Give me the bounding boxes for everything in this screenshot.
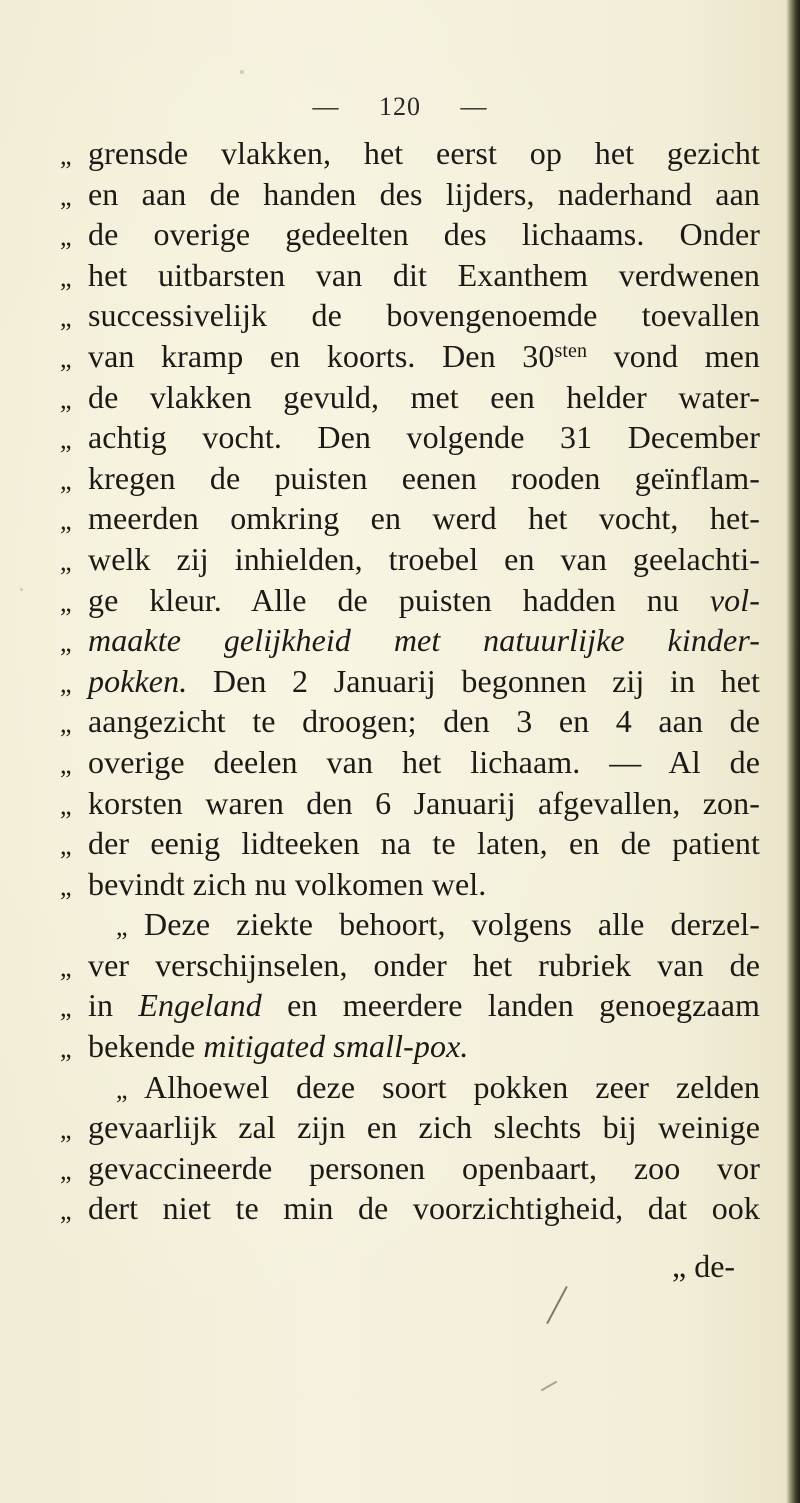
line-text: Den 2 Januarij begonnen zij in het xyxy=(187,662,760,699)
line-text: der eenig lidteeken na te laten, en de patient xyxy=(88,825,760,862)
line-text: korsten waren den 6 Januarij afgevallen, zon- xyxy=(88,784,760,821)
quote-mark: „ xyxy=(60,668,72,698)
text-line xyxy=(60,1107,760,1148)
line-text: Alhoewel deze soort pokken zeer zelden xyxy=(144,1068,760,1105)
body-text xyxy=(60,133,760,1229)
text-line xyxy=(60,417,760,458)
text-line xyxy=(60,620,760,661)
line-text: en meerdere landen genoegzaam xyxy=(261,987,760,1024)
paper-speck xyxy=(240,70,244,74)
text-line xyxy=(60,864,760,905)
quote-mark: „ xyxy=(60,465,72,495)
page-edge-shadow xyxy=(786,0,800,1503)
italic-text: Engeland xyxy=(138,987,262,1024)
quote-mark: „ xyxy=(60,181,72,211)
page-header xyxy=(0,92,800,122)
italic-text: maakte gelijkheid met natuurlijke kinder- xyxy=(88,622,760,659)
italic-text: vol- xyxy=(709,581,760,618)
text-line xyxy=(60,1026,760,1067)
quote-mark: „ xyxy=(60,749,72,779)
text-line xyxy=(60,377,760,418)
italic-text: pokken. xyxy=(88,662,188,699)
ink-mark xyxy=(541,1381,558,1392)
quote-mark: „ xyxy=(60,303,72,333)
line-text: overige deelen van het lichaam. — Al de xyxy=(88,743,760,780)
line-text: bevindt zich nu volkomen wel. xyxy=(88,865,487,902)
line-text: grensde vlakken, het eerst op het gezicht xyxy=(88,135,760,171)
text-line xyxy=(60,255,760,296)
text-line xyxy=(60,1067,760,1108)
paper-speck xyxy=(20,588,23,591)
quote-mark: „ xyxy=(60,952,72,982)
text-line xyxy=(60,985,760,1026)
line-text: vond men xyxy=(587,337,761,374)
line-text: aangezicht te droogen; den 3 en 4 aan de xyxy=(88,703,760,740)
text-line xyxy=(60,214,760,255)
text-line xyxy=(60,701,760,742)
quote-mark: „ xyxy=(60,141,72,170)
text-line xyxy=(60,539,760,580)
line-text: welk zij inhielden, troebel en van geelachti- xyxy=(88,540,760,577)
line-text: achtig vocht. Den volgende 31 December xyxy=(88,419,760,456)
line-text: ge kleur. Alle de puisten hadden nu xyxy=(88,581,710,618)
quote-mark: „ xyxy=(60,790,72,820)
line-text: successivelijk de bovengenoemde toevallen xyxy=(88,297,760,334)
quote-mark: „ xyxy=(116,912,128,942)
italic-text: mitigated small-pox. xyxy=(203,1028,469,1065)
quote-mark: „ xyxy=(60,506,72,536)
line-text: kregen de puisten eenen rooden geïnflam- xyxy=(88,459,760,496)
ordinal-superscript: sten xyxy=(554,339,588,362)
line-text: gevaarlijk zal zijn en zich slechts bij weinige xyxy=(88,1109,760,1146)
text-line xyxy=(60,945,760,986)
ink-mark xyxy=(546,1286,567,1324)
quote-mark: „ xyxy=(60,993,72,1023)
line-text: ver verschijnselen, onder het rubriek van de xyxy=(88,946,760,983)
quote-mark: „ xyxy=(60,1155,72,1185)
quote-mark: „ xyxy=(60,1115,72,1145)
text-line xyxy=(60,742,760,783)
paper-speck xyxy=(790,640,793,643)
text-line xyxy=(60,823,760,864)
line-text: meerden omkring en werd het vocht, het- xyxy=(88,500,760,537)
text-line xyxy=(60,133,760,174)
quote-mark: „ xyxy=(60,587,72,617)
quote-mark: „ xyxy=(60,384,72,414)
quote-mark: „ xyxy=(60,628,72,658)
line-text: en aan de handen des lijders, naderhand aan xyxy=(88,175,760,212)
line-text: bekende xyxy=(88,1028,204,1065)
text-line xyxy=(60,1148,760,1189)
text-line xyxy=(60,336,760,377)
text-line xyxy=(60,661,760,702)
page-number: 120 xyxy=(379,92,421,121)
text-line xyxy=(60,295,760,336)
quote-mark: „ xyxy=(116,1074,128,1104)
text-line xyxy=(60,498,760,539)
text-line xyxy=(60,904,760,945)
line-text: de vlakken gevuld, met een helder water- xyxy=(88,378,760,415)
quote-mark: „ xyxy=(60,1196,72,1226)
line-text: het uitbarsten van dit Exanthem verdwenen xyxy=(88,256,760,293)
quote-mark: „ xyxy=(60,343,72,373)
text-line xyxy=(60,174,760,215)
line-text: in xyxy=(88,987,139,1024)
text-line xyxy=(60,783,760,824)
line-text: gevaccineerde personen openbaart, zoo vor xyxy=(88,1149,760,1186)
quote-mark: „ xyxy=(60,709,72,739)
text-line xyxy=(60,458,760,499)
text-line xyxy=(60,580,760,621)
quote-mark: „ xyxy=(60,425,72,455)
line-text: Deze ziekte behoort, volgens alle derzel- xyxy=(144,906,760,943)
text-line xyxy=(60,1188,760,1229)
line-text: van kramp en koorts. Den 30 xyxy=(88,337,555,374)
quote-mark: „ xyxy=(60,222,72,252)
line-text: dert niet te min de voorzichtigheid, dat ook xyxy=(88,1190,760,1227)
quote-mark: „ xyxy=(60,1034,72,1064)
catchword: „ de- xyxy=(672,1248,736,1284)
quote-mark: „ xyxy=(60,262,72,292)
quote-mark: „ xyxy=(60,871,72,901)
quote-mark: „ xyxy=(60,831,72,861)
header-dash-left: — xyxy=(312,92,340,121)
header-dash-right: — xyxy=(460,92,488,121)
quote-mark: „ xyxy=(60,546,72,576)
line-text: de overige gedeelten des lichaams. Onder xyxy=(88,216,760,253)
